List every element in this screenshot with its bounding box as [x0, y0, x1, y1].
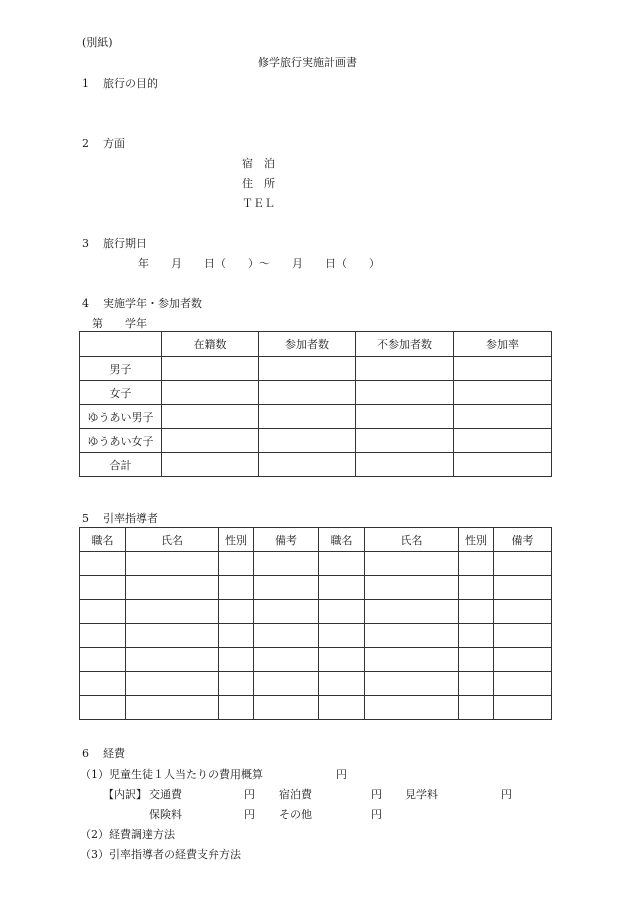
table-row [80, 576, 552, 600]
table-header-row [80, 332, 552, 357]
empty-cell[interactable] [254, 696, 319, 720]
empty-cell[interactable] [356, 429, 454, 453]
empty-cell[interactable] [459, 576, 494, 600]
empty-cell[interactable] [356, 357, 454, 381]
row-label: ゆうあい男子 [80, 405, 162, 429]
table-row [80, 552, 552, 576]
table-row [80, 405, 552, 429]
table-row [80, 600, 552, 624]
tel-label: ＴＥＬ [242, 197, 275, 210]
empty-cell[interactable] [454, 357, 552, 381]
empty-cell[interactable] [254, 624, 319, 648]
address-label: 住 所 [242, 177, 275, 190]
section-1-title: 旅行の目的 [103, 77, 158, 90]
empty-cell[interactable] [459, 696, 494, 720]
header-cell: 参加者数 [259, 332, 356, 357]
breakdown-label: 【内訳】 [103, 788, 147, 801]
empty-cell[interactable] [454, 429, 552, 453]
table-row [80, 696, 552, 720]
empty-cell[interactable] [356, 381, 454, 405]
empty-cell[interactable] [494, 672, 552, 696]
table-row [80, 357, 552, 381]
empty-cell[interactable] [356, 405, 454, 429]
empty-cell[interactable] [259, 357, 356, 381]
empty-cell[interactable] [319, 624, 365, 648]
empty-cell[interactable] [80, 576, 126, 600]
sightseeing-label: 見学料 [405, 788, 438, 801]
empty-cell[interactable] [126, 600, 219, 624]
empty-cell[interactable] [126, 696, 219, 720]
insurance-label: 保険料 [149, 808, 182, 821]
header-cell: 在籍数 [162, 332, 259, 357]
table-row [80, 381, 552, 405]
empty-cell[interactable] [454, 405, 552, 429]
empty-cell[interactable] [80, 624, 126, 648]
empty-cell[interactable] [254, 552, 319, 576]
empty-cell[interactable] [459, 600, 494, 624]
empty-cell[interactable] [162, 429, 259, 453]
empty-cell[interactable] [365, 648, 459, 672]
grade-label: 第 学年 [92, 317, 147, 330]
empty-cell[interactable] [162, 405, 259, 429]
empty-cell[interactable] [365, 576, 459, 600]
empty-cell[interactable] [162, 381, 259, 405]
header-cell: 職名 [80, 528, 126, 552]
yen-unit: 円 [371, 808, 382, 821]
empty-cell[interactable] [126, 552, 219, 576]
empty-cell[interactable] [254, 600, 319, 624]
empty-cell[interactable] [494, 696, 552, 720]
header-cell: 性別 [459, 528, 494, 552]
travel-dates-line: 年 月 日（ ）～ 月 日（ ） [138, 257, 380, 270]
empty-cell[interactable] [319, 696, 365, 720]
empty-cell[interactable] [80, 696, 126, 720]
empty-cell[interactable] [162, 453, 259, 477]
empty-cell[interactable] [365, 600, 459, 624]
empty-cell[interactable] [319, 672, 365, 696]
row-label: 女子 [80, 381, 162, 405]
row-label: ゆうあい女子 [80, 429, 162, 453]
chaperones-table [79, 527, 552, 720]
header-cell: 参加率 [454, 332, 552, 357]
empty-cell[interactable] [454, 453, 552, 477]
empty-cell[interactable] [494, 600, 552, 624]
empty-cell[interactable] [319, 576, 365, 600]
empty-cell[interactable] [459, 552, 494, 576]
empty-cell[interactable] [126, 624, 219, 648]
empty-cell[interactable] [254, 576, 319, 600]
empty-cell[interactable] [365, 672, 459, 696]
empty-cell[interactable] [454, 381, 552, 405]
empty-cell[interactable] [259, 453, 356, 477]
empty-cell[interactable] [219, 600, 254, 624]
empty-cell[interactable] [494, 552, 552, 576]
empty-cell[interactable] [459, 648, 494, 672]
empty-cell[interactable] [254, 648, 319, 672]
empty-cell[interactable] [365, 552, 459, 576]
lodging-label: 宿 泊 [242, 157, 275, 170]
participants-table [79, 331, 552, 477]
empty-cell[interactable] [126, 576, 219, 600]
empty-cell[interactable] [459, 672, 494, 696]
section-3-title: 旅行期日 [103, 237, 147, 250]
empty-cell[interactable] [126, 648, 219, 672]
empty-cell[interactable] [494, 648, 552, 672]
empty-cell[interactable] [254, 672, 319, 696]
empty-cell[interactable] [259, 429, 356, 453]
header-cell: 性別 [219, 528, 254, 552]
row-label: 合計 [80, 453, 162, 477]
cost-item-2: （2）経費調達方法 [80, 828, 175, 841]
empty-cell[interactable] [126, 672, 219, 696]
empty-cell[interactable] [319, 552, 365, 576]
yen-unit: 円 [371, 788, 382, 801]
table-row [80, 624, 552, 648]
transport-label: 交通費 [149, 788, 182, 801]
empty-cell[interactable] [356, 453, 454, 477]
header-cell: 不参加者数 [356, 332, 454, 357]
section-6-title: 経費 [103, 747, 125, 760]
empty-cell[interactable] [365, 624, 459, 648]
table-header-row [80, 528, 552, 552]
section-1-number: 1 [82, 77, 89, 90]
section-5-title: 引率指導者 [103, 512, 158, 525]
empty-cell[interactable] [319, 600, 365, 624]
empty-cell[interactable] [319, 648, 365, 672]
section-5-number: 5 [82, 512, 89, 525]
empty-cell[interactable] [365, 696, 459, 720]
header-cell: 備考 [494, 528, 552, 552]
empty-cell[interactable] [219, 696, 254, 720]
empty-cell[interactable] [259, 381, 356, 405]
empty-cell[interactable] [494, 624, 552, 648]
header-cell: 職名 [319, 528, 365, 552]
empty-cell[interactable] [219, 576, 254, 600]
lodging-fee-label: 宿泊費 [279, 788, 312, 801]
empty-cell[interactable] [162, 357, 259, 381]
empty-cell[interactable] [219, 648, 254, 672]
table-row [80, 453, 552, 477]
empty-cell[interactable] [80, 648, 126, 672]
empty-cell[interactable] [259, 405, 356, 429]
page-title: 修学旅行実施計画書 [258, 56, 357, 69]
empty-cell[interactable] [494, 576, 552, 600]
section-3-number: 3 [82, 237, 89, 250]
empty-cell[interactable] [219, 672, 254, 696]
yen-unit: 円 [244, 788, 255, 801]
yen-unit: 円 [336, 768, 347, 781]
cost-item-1: （1）児童生徒１人当たりの費用概算 [80, 768, 263, 781]
header-cell: 備考 [254, 528, 319, 552]
empty-cell[interactable] [80, 552, 126, 576]
empty-cell[interactable] [80, 600, 126, 624]
header-cell [80, 332, 162, 357]
yen-unit: 円 [244, 808, 255, 821]
empty-cell[interactable] [80, 672, 126, 696]
section-2-title: 方面 [103, 137, 125, 150]
table-row [80, 672, 552, 696]
empty-cell[interactable] [459, 624, 494, 648]
section-6-number: 6 [82, 747, 89, 760]
other-label: その他 [279, 808, 312, 821]
header-cell: 氏名 [365, 528, 459, 552]
row-label: 男子 [80, 357, 162, 381]
yen-unit: 円 [501, 788, 512, 801]
section-4-title: 実施学年・参加者数 [103, 297, 202, 310]
section-2-number: 2 [82, 137, 89, 150]
table-row [80, 429, 552, 453]
cost-item-3: （3）引率指導者の経費支弁方法 [80, 848, 241, 861]
header-cell: 氏名 [126, 528, 219, 552]
table-row [80, 648, 552, 672]
empty-cell[interactable] [219, 624, 254, 648]
empty-cell[interactable] [219, 552, 254, 576]
appendix-note: (別紙) [82, 36, 113, 49]
section-4-number: 4 [82, 297, 89, 310]
